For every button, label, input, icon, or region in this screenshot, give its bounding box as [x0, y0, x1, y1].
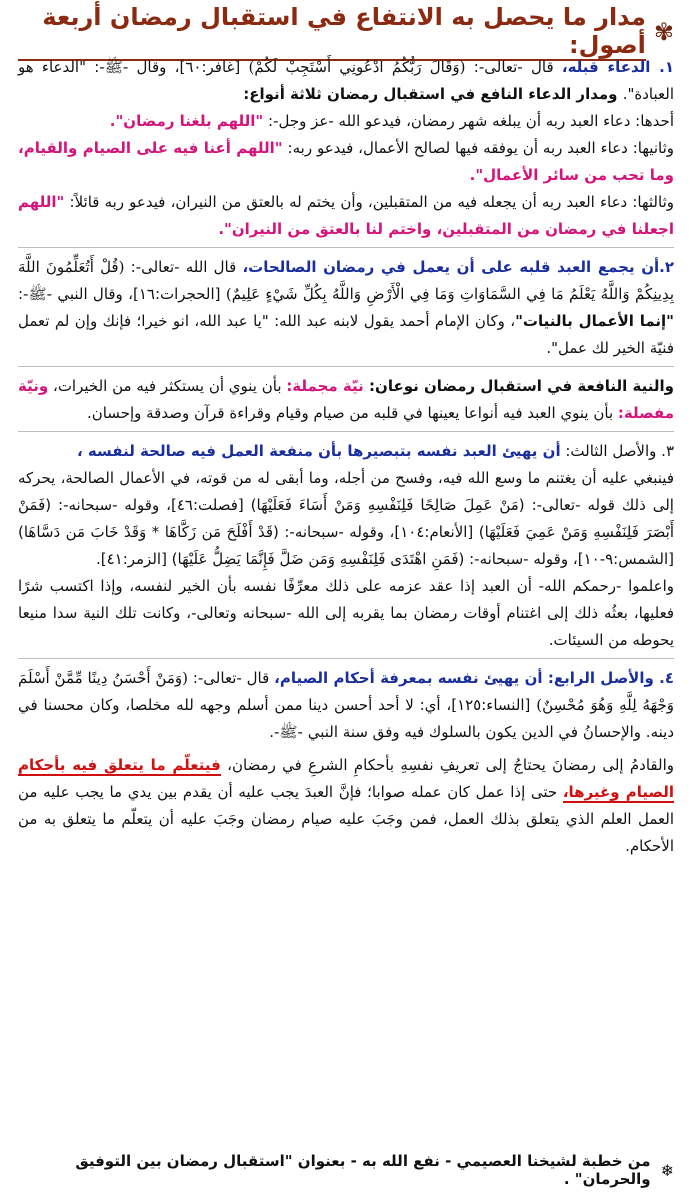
quran-verse: (وَقَالَ رَبُّكُمُ ادْعُونِي أَسْتَجِبْ لَكُمْ)	[248, 58, 466, 76]
divider	[18, 658, 674, 659]
niyya-heading: والنية النافعة في استقبال رمضان نوعان:	[363, 377, 674, 395]
section-2-heading: ٢.أن يجمع العبد قلبه على أن يعمل في رمضان الصالحات،	[242, 258, 674, 276]
section-4: ٤. والأصل الرابع: أن يهيئ نفسه بمعرفة أحكام الصيام، قال -تعالى-: (وَمَنْ أَحْسَنُ دِينًا مِّمَّنْ أَسْلَمَ وَجْهَهُ لِلَّهِ وَهُوَ مُحْسِنٌ) [النساء:١٢٥]، أي: لا أحد أحسن دينا ممن أسلم وجهه لله مخلصا، وكان محسنا في دينه. والإحسانُ في الدين يكون بالسلوك فيه وفق سنة النبي -ﷺ-. والقادمُ إلى رمضانَ يحتاجُ إلى تعريفِ نفسِهِ بأحكامِ الشرعِ في رمضان، فيتعلّم ما يتعلق فيه بأحكام الصيام وغيرها، حتى إذا عمل كان عمله صوابا؛ فإنَّ العبدَ يجب عليه أن يقدم بين يدي ما يجب عليه من العمل العلم الذي يتعلق بذلك العمل، فمن وجَبَ عليه صيام رمضان وجَبَ عليه أن يتعلّم ما يتعلق به من الأحكام.	[18, 669, 675, 855]
hadith-text: "إنما الأعمال بالنيات"	[515, 312, 674, 330]
dua-text-3: "اللهم اجعلنا في رمضان من المتقبلين، واختم لنا بالعتق من النيران".	[18, 193, 674, 238]
divider	[18, 247, 674, 248]
section-2	[18, 254, 674, 362]
dua-item-2: وثانيها: دعاء العبد ربه أن يوفقه فيها لصالح الأعمال، فيدعو ربه: "اللهم أعنا فيه على الصيام والقيام، وما تحب من سائر الأعمال".	[18, 139, 674, 184]
quran-verse: (وَمَنْ أَحْسَنُ دِينًا مِّمَّنْ أَسْلَمَ وَجْهَهُ لِلَّهِ وَهُوَ مُحْسِنٌ)	[18, 669, 674, 714]
section-2-niyya: والنية النافعة في استقبال رمضان نوعان: نيّة مجملة: بأن ينوي أن يستكثر فيه من الخيرات، ونيّة مفصلة: بأن ينوي العبد فيه أنواعا يعينها في قلبه من صيام وقيام وقراءة قرآن وصدقة وإحسان.	[18, 377, 674, 422]
section-2-intro: ٢.أن يجمع العبد قلبه على أن يعمل في رمضان الصالحات، قال الله -تعالى-: (قُلْ أَتُعَلِّمُونَ اللَّهَ بِدِينِكُمْ وَاللَّهُ يَعْلَمُ مَا فِي السَّمَاوَاتِ وَمَا فِي الْأَرْضِ وَاللَّهُ بِكُلِّ شَيْءٍ عَلِيمٌ) [الحجرات:١٦]، وقال النبي -ﷺ-: "إنما الأعمال بالنيات"، وكان الإمام أحمد يقول لابنه عبد الله: "يا عبد الله، انو خيرا؛ فإنك وإن لم تعمل فنيّة الخير لك عمل".	[18, 258, 674, 357]
niyya-general-label: نيّة مجملة:	[286, 377, 364, 395]
section-3-body-2: واعلموا -رحمكم الله- أن العبد إذا عقد عزمه على ذلك معرِّفًا نفسه بأن الخير لنفسه، وإذا اكتسب شرًا فعليها، بعثُه ذلك إلى اغتنام أوقات رمضان بما يقربه إلى الله -سبحانه وتعالى-، وكانت تلك النية سدا منيعا يحوطه من السيئات.	[18, 577, 674, 649]
dua-item-3: وثالثها: دعاء العبد ربه أن يجعله فيه من المتقبلين، وأن يختم له بالعتق من النيران، فيدعو ربه قائلاً: "اللهم اجعلنا في رمضان من المتقبلين، واختم لنا بالعتق من النيران".	[18, 193, 674, 238]
section-3: ٣. والأصل الثالث: أن يهيئ العبد نفسه بتبصيرها بأن منفعة العمل فيه صالحة لنفسه ، فينبغي عليه أن يغتنم ما وسع الله فيه، وفسح من أجله، وما أبقى له من قوته، في الأعمال الصالحة، يحركه إلى ذلك قوله -تعالى-: (مَنْ عَمِلَ صَالِحًا فَلِنَفْسِهِ وَمَنْ أَسَاءَ فَعَلَيْهَا) [فصلت:٤٦]، وقوله -سبحانه-: (فَمَنْ أَبْصَرَ فَلِنَفْسِهِ وَمَنْ عَمِيَ فَعَلَيْهَا) [الأنعام:١٠٤]، وقوله -سبحانه-: (قَدْ أَفْلَحَ مَن زَكَّاهَا * وَقَدْ خَابَ مَن دَسَّاهَا) [الشمس:٩-١٠]، وقوله -سبحانه-: (فَمَنِ اهْتَدَى فَلِنَفْسِهِ وَمَن ضَلَّ فَإِنَّمَا يَضِلُّ عَلَيْهَا) [الزمر:٤١]. واعلموا -رحمكم الله- أن العبد إذا عقد عزمه على ذلك معرِّفًا نفسه بأن الخير لنفسه، وإذا اكتسب شرًا فعليها، بعثُه ذلك إلى اغتنام أوقات رمضان بما يقربه إلى الله -سبحانه وتعالى-، وكانت تلك النية سدا منيعا يحوطه من السيئات.	[18, 438, 674, 654]
section-3-heading: أن يهيئ العبد نفسه بتبصيرها بأن منفعة العمل فيه صالحة لنفسه ،	[77, 442, 561, 460]
source-footer	[18, 1152, 674, 1188]
section-1-heading: ١. الدعاء قبله،	[561, 58, 674, 76]
dua-text-2: "اللهم أعنا فيه على الصيام والقيام، وما تحب من سائر الأعمال".	[18, 139, 674, 184]
section-1-subheading: ومدار الدعاء النافع في استقبال رمضان ثلاثة أنواع:	[243, 85, 623, 103]
section-4-heading: ٤. والأصل الرابع: أن يهيئ نفسه بمعرفة أحكام الصيام،	[274, 669, 674, 687]
highlighted-phrase: فيتعلّم ما يتعلق فيه بأحكام الصيام وغيرها،	[18, 756, 675, 801]
dua-text-1: "اللهم بلغنا رمضان".	[109, 112, 264, 130]
flower-ornament-icon: ✾	[653, 18, 674, 46]
section-3-body: فينبغي عليه أن يغتنم ما وسع الله فيه، وفسح من أجله، وما أبقى له من قوته، في الأعمال الصالحة، يحركه إلى ذلك قوله -تعالى-: (مَنْ عَمِلَ صَالِحًا فَلِنَفْسِهِ وَمَنْ أَسَاءَ فَعَلَيْهَا) [فصلت:٤٦]، وقوله -سبحانه-: (فَمَنْ أَبْصَرَ فَلِنَفْسِهِ وَمَنْ عَمِيَ فَعَلَيْهَا) [الأنعام:١٠٤]، وقوله -سبحانه-: (قَدْ أَفْلَحَ مَن زَكَّاهَا * وَقَدْ خَابَ مَن دَسَّاهَا) [الشمس:٩-١٠]، وقوله -سبحانه-: (فَمَنِ اهْتَدَى فَلِنَفْسِهِ وَمَن ضَلَّ فَإِنَّمَا يَضِلُّ عَلَيْهَا) [الزمر:٤١].	[18, 469, 674, 568]
divider	[18, 366, 674, 367]
title-text: مدار ما يحصل به الانتفاع في استقبال رمضان أربعة أصول:	[18, 3, 646, 61]
divider	[18, 431, 674, 432]
dua-item-1: أحدها: دعاء العبد ربه أن يبلغه شهر رمضان، فيدعو الله -عز وجل-: "اللهم بلغنا رمضان".	[109, 112, 674, 130]
snowflake-icon: ❄	[660, 1160, 674, 1180]
niyya-detailed-label: ونيّة مفصلة:	[18, 377, 674, 422]
page-title	[18, 3, 674, 59]
footer-text: من خطبة لشيخنا العصيمي - نفع الله به - بعنوان "استقبال رمضان بين التوفيق والحرمان" .	[75, 1152, 651, 1188]
section-1-intro: ١. الدعاء قبله، قال -تعالى-: (وَقَالَ رَبُّكُمُ ادْعُونِي أَسْتَجِبْ لَكُمْ) [غافر:٦٠]، وقال -ﷺ-: "الدعاء هو العبادة". ومدار الدعاء النافع في استقبال رمضان ثلاثة أنواع:	[18, 58, 674, 103]
section-1	[18, 54, 674, 243]
quran-verse: (قُلْ أَتُعَلِّمُونَ اللَّهَ بِدِينِكُمْ وَاللَّهُ يَعْلَمُ مَا فِي السَّمَاوَاتِ وَمَا فِي الْأَرْضِ وَاللَّهُ بِكُلِّ شَيْءٍ عَلِيمٌ)	[18, 258, 674, 303]
